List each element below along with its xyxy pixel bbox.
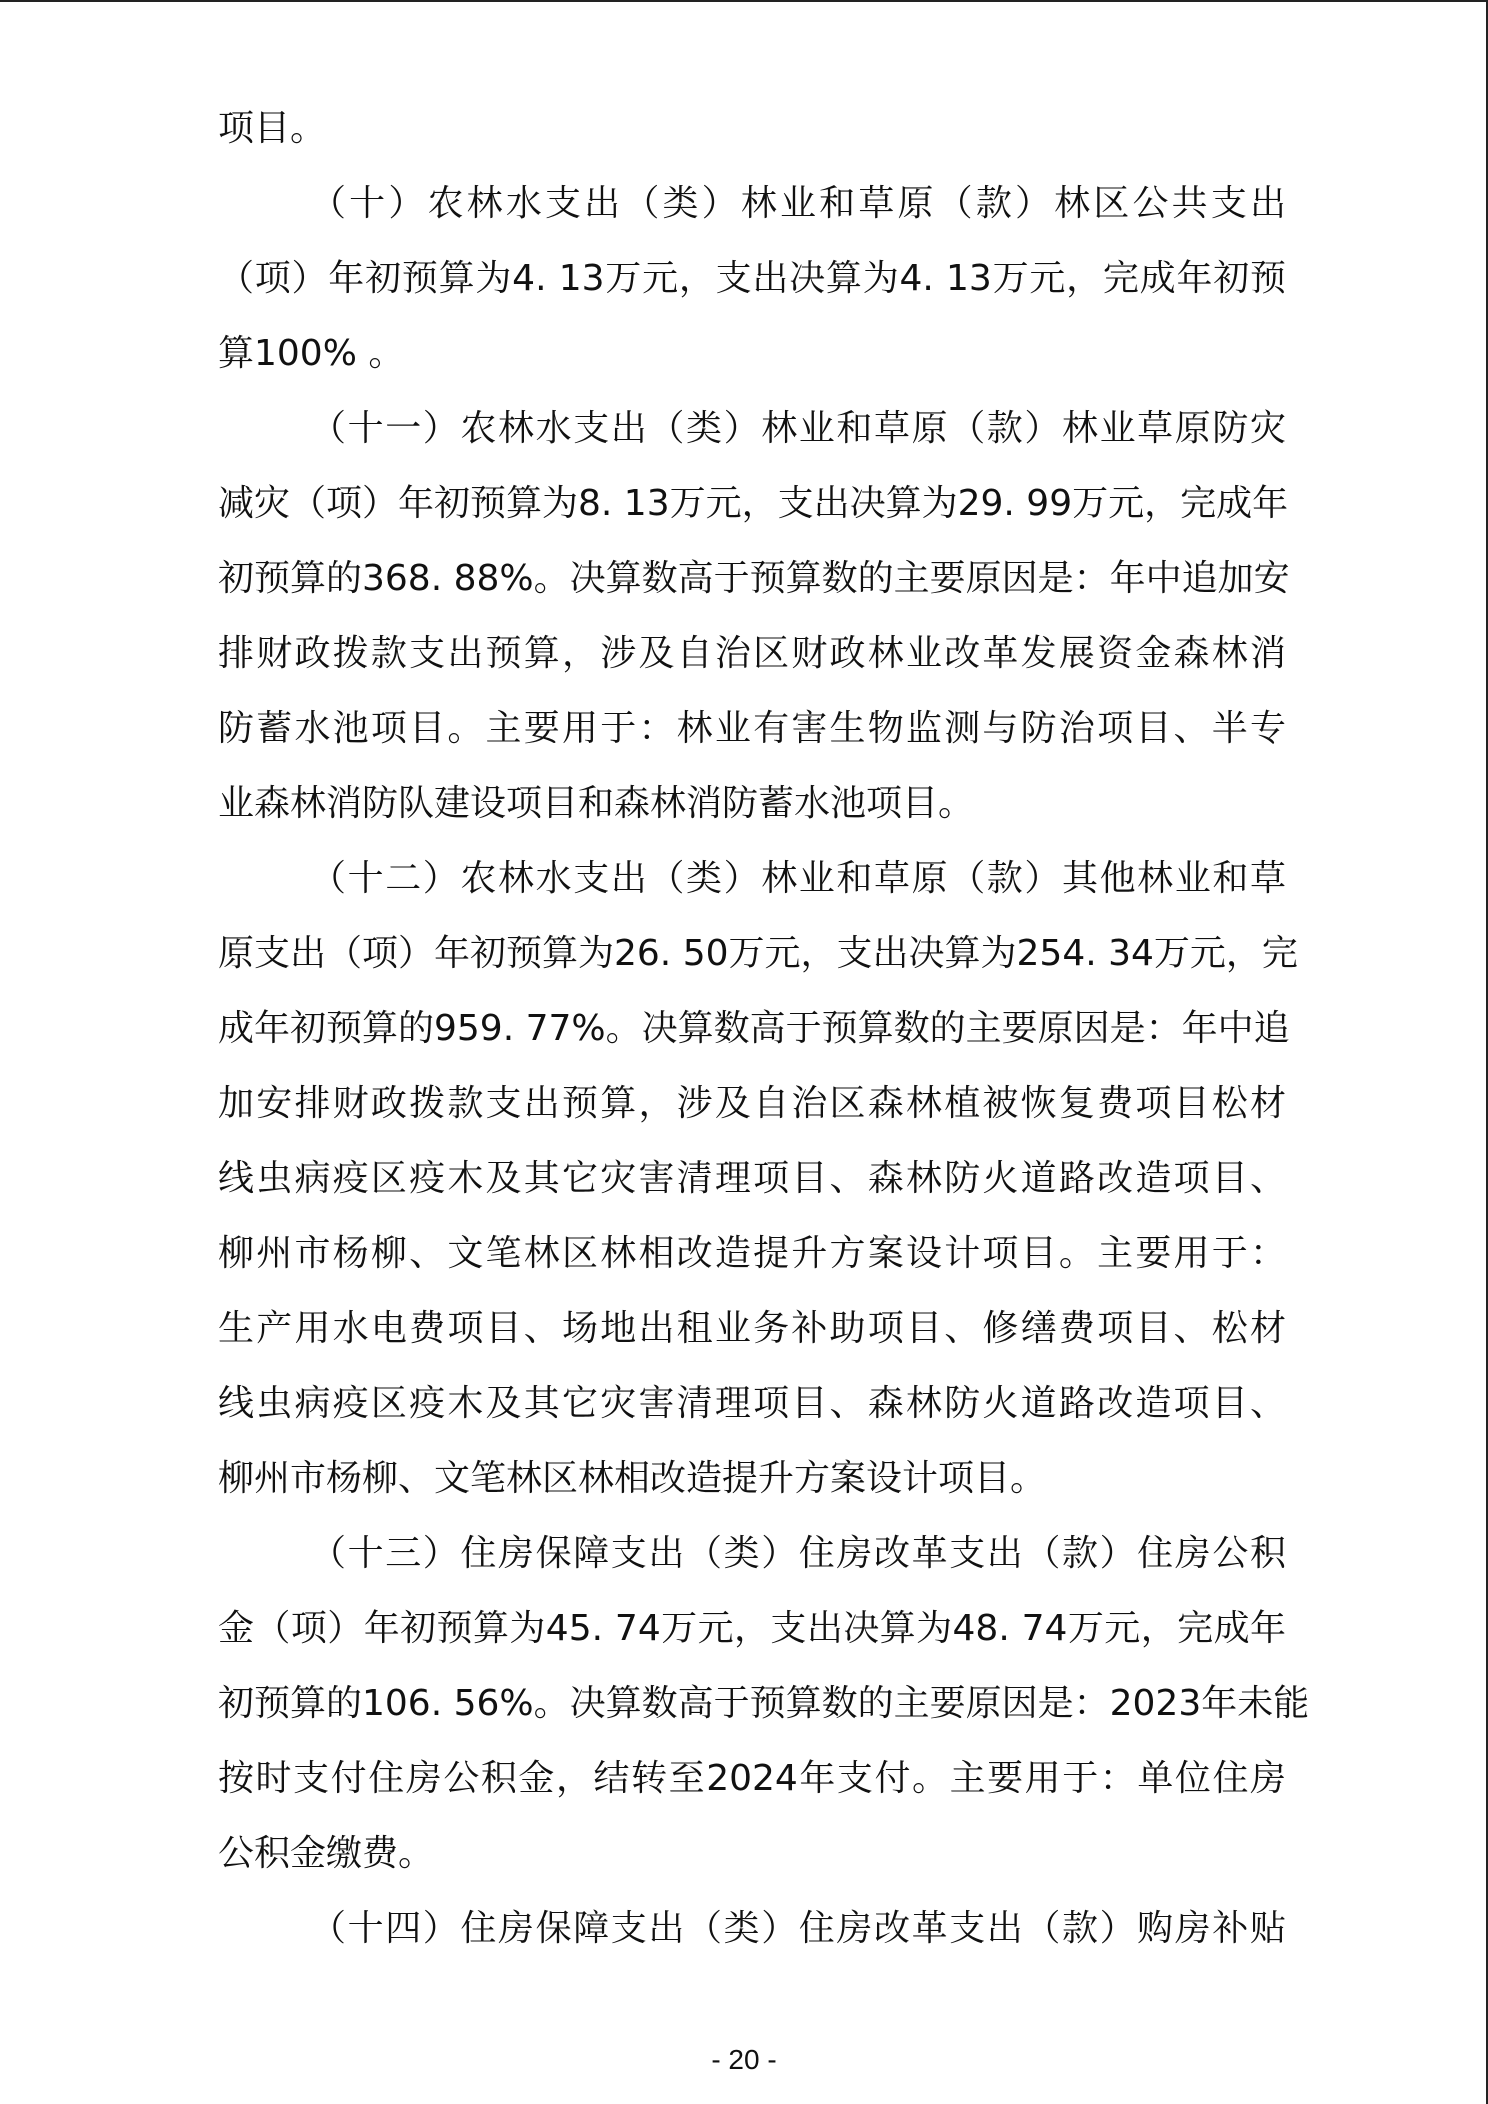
text-line: 原支出（项）年初预算为26. 50万元，支出决算为254. 34万元，完: [218, 933, 1298, 974]
text-line: 排财政拨款支出预算，涉及自治区财政林业改革发展资金森林消: [218, 633, 1286, 674]
text-line: 初预算的368. 88%。决算数高于预算数的主要原因是：年中追加安: [218, 558, 1290, 599]
document-body: [218, 98, 1310, 1973]
text-line: 生产用水电费项目、场地出租业务补助项目、修缮费项目、松材: [218, 1308, 1286, 1349]
section-heading-line: （十四）住房保障支出（类）住房改革支出（款）购房补贴: [310, 1908, 1286, 1949]
page-number: - 20 -: [711, 2044, 777, 2075]
text-line: 线虫病疫区疫木及其它灾害清理项目、森林防火道路改造项目、: [218, 1158, 1286, 1199]
section-heading-line: （十三）住房保障支出（类）住房改革支出（款）住房公积: [310, 1533, 1286, 1574]
text-line: 防蓄水池项目。主要用于：林业有害生物监测与防治项目、半专: [218, 708, 1286, 749]
section-heading-line: （十）农林水支出（类）林业和草原（款）林区公共支出: [310, 183, 1286, 224]
text-line: 业森林消防队建设项目和森林消防蓄水池项目。: [218, 783, 975, 824]
text-line: 柳州市杨柳、文笔林区林相改造提升方案设计项目。: [218, 1458, 1047, 1499]
text-line: 加安排财政拨款支出预算，涉及自治区森林植被恢复费项目松材: [218, 1083, 1286, 1124]
text-line: 线虫病疫区疫木及其它灾害清理项目、森林防火道路改造项目、: [218, 1383, 1286, 1424]
section-heading-line: （十二）农林水支出（类）林业和草原（款）其他林业和草: [310, 858, 1286, 899]
text-line: （项）年初预算为4. 13万元，支出决算为4. 13万元，完成年初预: [218, 258, 1286, 299]
section-heading-line: （十一）农林水支出（类）林业和草原（款）林业草原防灾: [310, 408, 1286, 449]
text-line: 初预算的106. 56%。决算数高于预算数的主要原因是：2023年未能: [218, 1683, 1310, 1724]
text-line: 项目。: [218, 108, 327, 149]
text-line: 成年初预算的959. 77%。决算数高于预算数的主要原因是：年中追: [218, 1008, 1290, 1049]
text-line: 金（项）年初预算为45. 74万元，支出决算为48. 74万元，完成年: [218, 1608, 1286, 1649]
text-line: 减灾（项）年初预算为8. 13万元，支出决算为29. 99万元，完成年: [218, 483, 1289, 524]
text-line: 算100% 。: [218, 333, 405, 374]
text-line: 柳州市杨柳、文笔林区林相改造提升方案设计项目。主要用于：: [218, 1233, 1286, 1274]
text-line: 公积金缴费。: [218, 1833, 435, 1874]
text-line: 按时支付住房公积金，结转至2024年支付。主要用于：单位住房: [218, 1758, 1286, 1799]
